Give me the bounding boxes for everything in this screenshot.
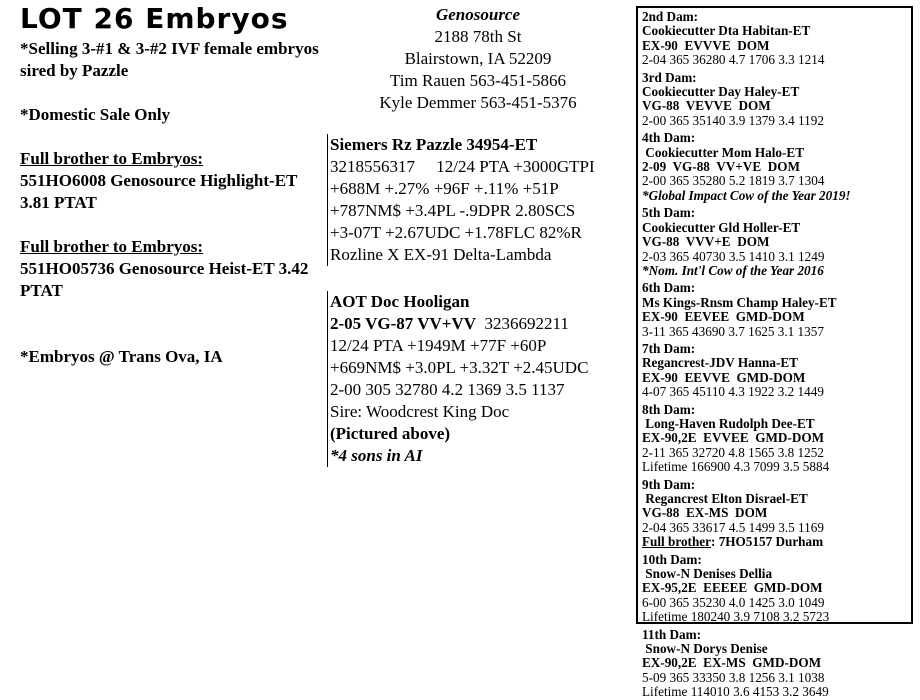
dam-block — [327, 291, 630, 467]
sire-lines — [330, 156, 630, 266]
dam-classification: EX-90 EEVEE GMD-DOM — [642, 309, 805, 325]
dam-name: Cookiecutter Day Haley-ET — [642, 84, 800, 100]
pedigree-entry — [642, 10, 907, 68]
dam-classification: VG-88 VVV+E DOM — [642, 234, 770, 250]
dam-class-bold: 2-05 VG-87 VV+VV — [330, 314, 477, 333]
pedigree-entry — [642, 403, 907, 475]
production-record: 4-07 365 45110 4.3 1922 3.2 1449 — [642, 384, 824, 400]
dam-heading: 11th Dam: — [642, 626, 701, 642]
pictured-note: (Pictured above) — [330, 424, 451, 443]
production-record: Lifetime 166900 4.3 7099 3.5 5884 — [642, 459, 830, 475]
dam-classification: 2-09 VG-88 VV+VE DOM — [642, 159, 800, 175]
pedigree-entry — [642, 206, 907, 278]
contact-person-1: Tim Rauen 563-451-5866 — [390, 71, 566, 90]
dam-note: *Global Impact Cow of the Year 2019! — [642, 187, 851, 203]
dam-name: Snow-N Dorys Denise — [642, 641, 768, 657]
brother2-heading: Full brother to Embryos: — [20, 237, 204, 256]
production-record: 2-00 365 35140 3.9 1379 3.4 1192 — [642, 112, 824, 128]
brother2-text: 551HO05736 Genosource Heist-ET 3.42 PTAT — [20, 259, 309, 300]
brother1-text: 551HO6008 Genosource Highlight-ET 3.81 PTAT — [20, 171, 298, 212]
company-name: Genosource — [435, 5, 521, 24]
production-record: 5-09 365 33350 3.8 1256 3.1 1038 — [642, 669, 825, 685]
dam-lines — [330, 335, 630, 423]
production-record: 2-00 365 35280 5.2 1819 3.7 1304 — [642, 173, 825, 189]
pedigree-entry — [642, 553, 907, 625]
production-record: 3-11 365 43690 3.7 1625 3.1 1357 — [642, 323, 824, 339]
sire-stat-line: +688M +.27% +96F +.11% +51P — [330, 179, 559, 198]
pedigree-entry — [642, 281, 907, 339]
production-record: 6-00 365 35230 4.0 1425 3.0 1049 — [642, 594, 825, 610]
dam-stat-line: +669NM$ +3.0PL +3.32T +2.45UDC — [330, 358, 589, 377]
production-record: Lifetime 114010 3.6 4153 3.2 3649 — [642, 684, 829, 700]
dam-name: Snow-N Denises Dellia — [642, 566, 773, 582]
dam-heading: 8th Dam: — [642, 401, 696, 417]
dam-classification: EX-95,2E EEEEE GMD-DOM — [642, 580, 823, 596]
full-brother-label: Full brother — [642, 534, 711, 550]
dam-heading: 10th Dam: — [642, 551, 702, 567]
dam-name: Regancrest Elton Disrael-ET — [642, 491, 808, 506]
sire-block — [327, 134, 630, 266]
dam-name: Ms Kings-Rnsm Champ Haley-ET — [642, 294, 837, 310]
dam-heading: 9th Dam: — [642, 476, 696, 492]
sons-note: *4 sons in AI — [330, 446, 423, 465]
pedigree-entry — [642, 478, 907, 550]
production-record: 2-03 365 40730 3.5 1410 3.1 1249 — [642, 248, 825, 264]
sire-stat-line: 3218556317 12/24 PTA +3000GTPI — [330, 157, 595, 176]
sire-stat-line: Rozline X EX-91 Delta-Lambda — [330, 245, 552, 264]
dam-classification: EX-90,2E EX-MS GMD-DOM — [642, 655, 822, 671]
location-text: *Embryos @ Trans Ova, IA — [20, 347, 223, 366]
dam-stat-line: 12/24 PTA +1949M +77F +60P — [330, 336, 547, 355]
dam-heading: 2nd Dam: — [642, 9, 699, 24]
dam-heading: 4th Dam: — [642, 130, 696, 146]
dam-name: Cookiecutter Mom Halo-ET — [642, 144, 805, 160]
sire-stat-line: +787NM$ +3.4PL -.9DPR 2.80SCS — [330, 201, 576, 220]
dam-name: Long-Haven Rudolph Dee-ET — [642, 415, 815, 431]
production-record: 2-04 365 36280 4.7 1706 3.3 1214 — [642, 52, 825, 68]
dam-classification — [330, 313, 630, 335]
dam-name: Cookiecutter Dta Habitan-ET — [642, 23, 811, 39]
dam-stat-line: Sire: Woodcrest King Doc — [330, 402, 510, 421]
dam-name: Cookiecutter Gld Holler-ET — [642, 219, 801, 235]
lot-details — [20, 38, 320, 368]
full-brother-value: : 7HO5157 Durham — [711, 534, 824, 550]
dam-heading: 5th Dam: — [642, 205, 696, 221]
dam-id: 3236692211 — [476, 314, 569, 333]
dam-note: *Nom. Int'l Cow of the Year 2016 — [642, 262, 824, 278]
dam-name: AOT Doc Hooligan — [330, 292, 470, 311]
dam-stat-line: 2-00 305 32780 4.2 1369 3.5 1137 — [330, 380, 565, 399]
dam-heading: 7th Dam: — [642, 340, 696, 356]
pedigree-entry — [642, 131, 907, 203]
dam-classification: VG-88 EX-MS DOM — [642, 505, 768, 521]
dam-name: Regancrest-JDV Hanna-ET — [642, 355, 798, 371]
dam-heading: 6th Dam: — [642, 280, 696, 296]
dam-classification: VG-88 VEVVE DOM — [642, 98, 771, 114]
production-record: 2-04 365 33617 4.5 1499 3.5 1169 — [642, 519, 824, 535]
dam-classification: EX-90 EEVVE GMD-DOM — [642, 369, 806, 385]
pedigree-box — [636, 6, 913, 700]
contact-block — [330, 4, 626, 114]
sire-name: Siemers Rz Pazzle 34954-ET — [330, 135, 538, 154]
brother1-heading: Full brother to Embryos: — [20, 149, 204, 168]
full-brother-line — [642, 535, 907, 549]
selling-text: *Selling 3-#1 & 3-#2 IVF female embryos sired by Pazzle — [20, 39, 319, 80]
dam-heading: 3rd Dam: — [642, 69, 697, 85]
page-title: LOT 26 Embryos — [20, 2, 289, 35]
address-line-2: Blairstown, IA 52209 — [404, 49, 552, 68]
production-record: 2-11 365 32720 4.8 1565 3.8 1252 — [642, 444, 824, 460]
domestic-text: *Domestic Sale Only — [20, 105, 171, 124]
pedigree-entry — [642, 71, 907, 129]
production-record: Lifetime 180240 3.9 7108 3.2 5723 — [642, 609, 830, 625]
address-line-1: 2188 78th St — [434, 27, 522, 46]
dam-classification: EX-90,2E EVVEE GMD-DOM — [642, 430, 825, 446]
pedigree-entry — [642, 628, 907, 700]
pedigree-entry — [642, 342, 907, 400]
contact-person-2: Kyle Demmer 563-451-5376 — [379, 93, 577, 112]
dam-classification: EX-90 EVVVE DOM — [642, 37, 770, 53]
sire-stat-line: +3-07T +2.67UDC +1.78FLC 82%R — [330, 223, 582, 242]
